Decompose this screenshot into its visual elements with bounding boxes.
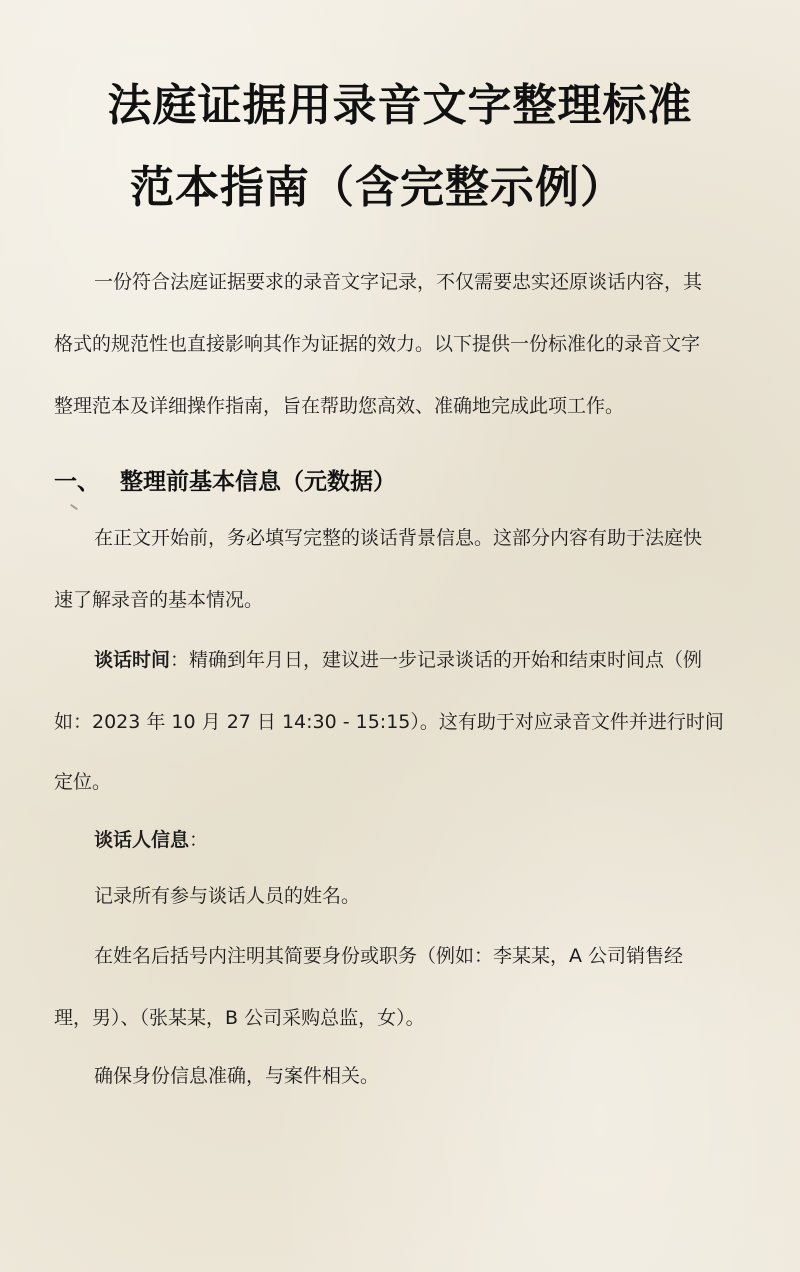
- time-label: 谈话时间: [94, 649, 171, 671]
- intro-line-1: 一份符合法庭证据要求的录音文字记录，不仅需要忠实还原谈话内容，其: [94, 271, 703, 293]
- document-title-line-1: 法庭证据用录音文字整理标准: [107, 80, 693, 131]
- time-line-3: 定位。: [54, 771, 112, 793]
- speaker-item-2-line-2: 理，男）、（张某某，B 公司采购总监，女）。: [54, 1007, 425, 1029]
- time-description: ：精确到年月日，建议进一步记录谈话的开始和结束时间点（例: [170, 649, 703, 671]
- section-number: 一、: [54, 469, 100, 495]
- time-line-2: 如：2023 年 10 月 27 日 14:30 - 15:15）。这有助于对应录音文件并进行时间: [54, 711, 724, 733]
- paper-speck: [70, 504, 78, 510]
- speaker-colon: ：: [189, 829, 209, 851]
- speaker-item-1: 记录所有参与谈话人员的姓名。: [94, 885, 361, 907]
- section-heading-1: [54, 468, 396, 496]
- speaker-item-2-line-1: 在姓名后括号内注明其简要身份或职务（例如：李某某，A 公司销售经: [94, 945, 684, 967]
- speaker-heading-line: [94, 828, 208, 852]
- section-heading-text: 整理前基本信息（元数据）: [120, 469, 396, 495]
- document-title-line-2: 范本指南（含完整示例）: [130, 162, 625, 213]
- intro-line-2: 格式的规范性也直接影响其作为证据的效力。以下提供一份标准化的录音文字: [54, 333, 701, 355]
- metadata-para-line-2: 速了解录音的基本情况。: [54, 589, 264, 611]
- speaker-label: 谈话人信息: [94, 829, 190, 851]
- speaker-item-3: 确保身份信息准确，与案件相关。: [94, 1065, 380, 1087]
- intro-line-3: 整理范本及详细操作指南，旨在帮助您高效、准确地完成此项工作。: [54, 395, 625, 417]
- metadata-para-line-1: 在正文开始前，务必填写完整的谈话背景信息。这部分内容有助于法庭快: [94, 527, 703, 549]
- time-line-1: [94, 648, 702, 672]
